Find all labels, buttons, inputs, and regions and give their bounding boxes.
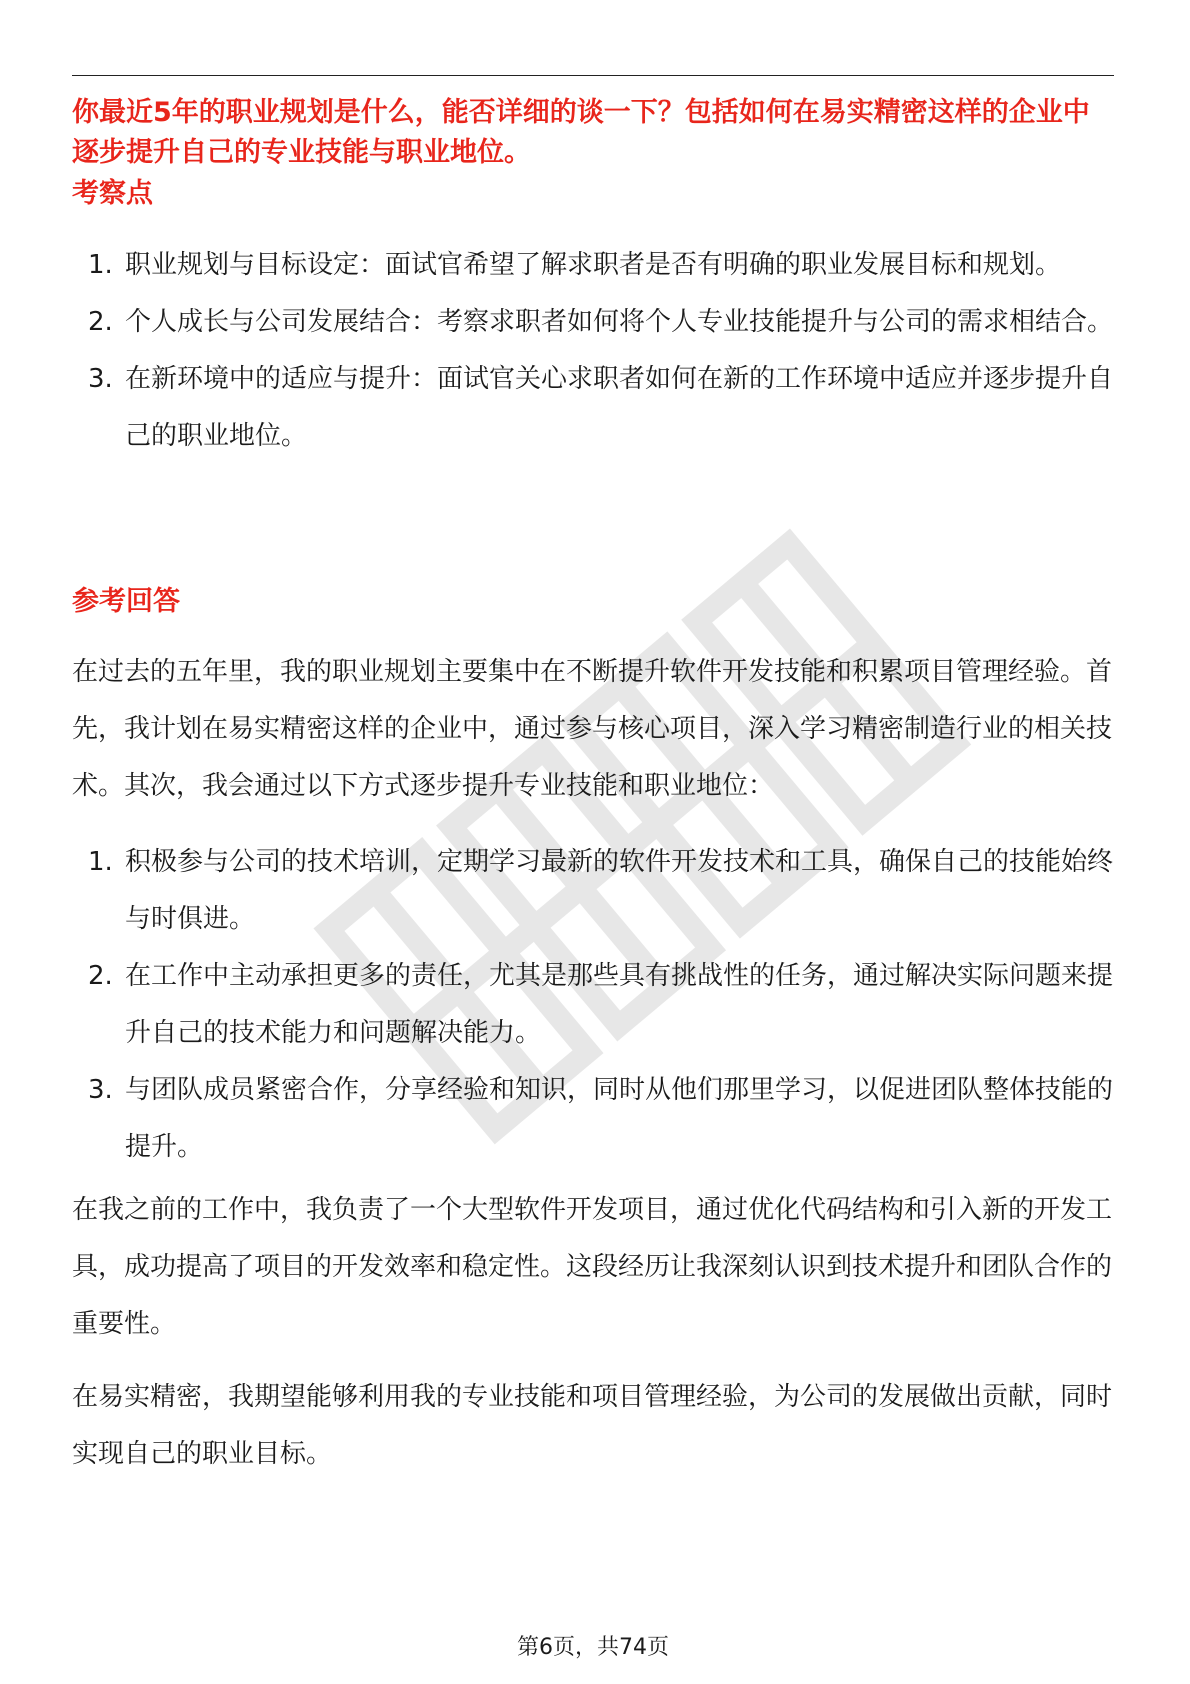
list-item-text: 个人成长与公司发展结合：考察求职者如何将个人专业技能提升与公司的需求相结合。 (125, 307, 1114, 337)
question-heading: 你最近5年的职业规划是什么，能否详细的谈一下？包括如何在易实精密这样的企业中逐步提升自己的专业技能与职业地位。 (72, 97, 1090, 168)
list-item (72, 351, 1114, 465)
top-divider (72, 75, 1114, 76)
list-item-text: 在工作中主动承担更多的责任，尤其是那些具有挑战性的任务，通过解决实际问题来提升自己的技术能力和问题解决能力。 (125, 961, 1114, 1048)
list-number: 1. (88, 250, 113, 280)
closing-paragraph: 在易实精密，我期望能够利用我的专业技能和项目管理经验，为公司的发展做出贡献，同时实现自己的职业目标。 (72, 1382, 1113, 1469)
list-item (72, 237, 1114, 294)
list-item (72, 1062, 1114, 1176)
document-page (72, 0, 1114, 1684)
list-item (72, 294, 1114, 351)
list-number: 2. (88, 307, 113, 337)
focus-list (72, 237, 1114, 465)
list-item-text: 在新环境中的适应与提升：面试官关心求职者如何在新的工作环境中适应并逐步提升自己的职业地位。 (125, 364, 1114, 451)
answer-intro-paragraph: 在过去的五年里，我的职业规划主要集中在不断提升软件开发技能和积累项目管理经验。首先，我计划在易实精密这样的企业中，通过参与核心项目，深入学习精密制造行业的相关技术。其次，我会通过以下方式逐步提升专业技能和职业地位： (72, 657, 1113, 801)
list-item (72, 834, 1114, 948)
page-number: 第6页，共74页 (517, 1635, 669, 1660)
list-number: 2. (88, 961, 113, 991)
list-number: 3. (88, 364, 113, 394)
answer-section-title: 参考回答 (72, 586, 180, 617)
list-item-text: 职业规划与目标设定：面试官希望了解求职者是否有明确的职业发展目标和规划。 (125, 250, 1062, 280)
list-number: 1. (88, 847, 113, 877)
list-item (72, 948, 1114, 1062)
list-item-text: 与团队成员紧密合作，分享经验和知识，同时从他们那里学习，以促进团队整体技能的提升。 (125, 1075, 1114, 1162)
list-number: 3. (88, 1075, 113, 1105)
focus-section-title: 考察点 (72, 178, 153, 209)
experience-paragraph: 在我之前的工作中，我负责了一个大型软件开发项目，通过优化代码结构和引入新的开发工具，成功提高了项目的开发效率和稳定性。这段经历让我深刻认识到技术提升和团队合作的重要性。 (72, 1195, 1113, 1339)
list-item-text: 积极参与公司的技术培训，定期学习最新的软件开发技术和工具，确保自己的技能始终与时俱进。 (125, 847, 1114, 934)
answer-list (72, 834, 1114, 1176)
